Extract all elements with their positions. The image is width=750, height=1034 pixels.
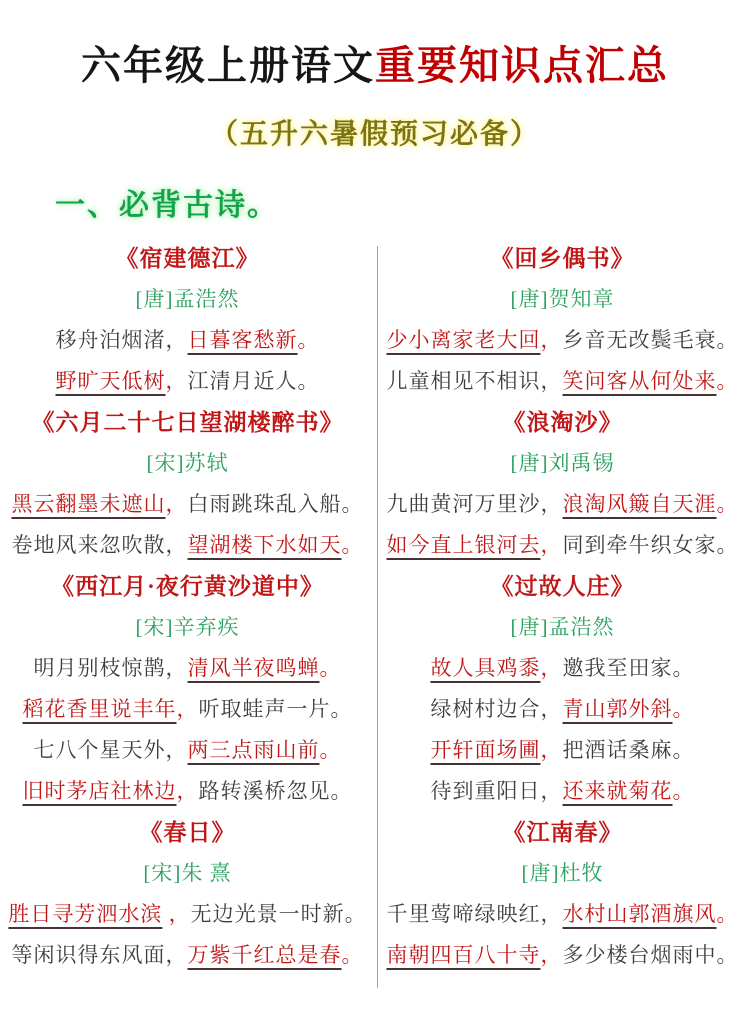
poem-highlight-phrase: 。 [672, 697, 695, 721]
poem-line [375, 484, 750, 525]
poem-plain-text: 江清月近人。 [187, 369, 320, 393]
poem-title: 《六月二十七日望湖楼醉书》 [31, 410, 344, 435]
poem-plain-text: 把酒话桑麻。 [562, 738, 695, 762]
poem-line [0, 771, 375, 812]
poem-line [375, 648, 750, 689]
poem-highlight-phrase: 。 [716, 492, 739, 516]
poem-plain-text: 千里莺啼绿映红， [386, 902, 563, 926]
poem-plain-text: 邀我至田家。 [562, 656, 695, 680]
poem-title: 《西江月·夜行黄沙道中》 [51, 574, 324, 599]
poem-title: 《江南春》 [502, 820, 623, 845]
poem-author: [宋]辛弃疾 [135, 615, 240, 639]
poem-highlight-phrase: 两三点雨山前 [187, 738, 320, 762]
poem-line [0, 525, 375, 566]
poem-line [375, 771, 750, 812]
poem-title: 《宿建德江》 [115, 246, 260, 271]
poem-author: [宋]苏轼 [146, 451, 229, 475]
poem-highlight-phrase: 少小离家老大回 [386, 328, 541, 352]
poem-plain-text: 七八个星天外， [33, 738, 188, 762]
poem-author: [唐]孟浩然 [135, 287, 240, 311]
poem-plain-text: 绿树村边合， [430, 697, 563, 721]
poem-highlight-phrase: 野旷天低树 [55, 369, 166, 393]
poem-line [375, 894, 750, 935]
poem-highlight-phrase: 如今直上银河去 [386, 533, 541, 557]
poem-title: 《春日》 [139, 820, 236, 845]
poem-line [0, 648, 375, 689]
poem-highlight-phrase: ， [540, 943, 563, 967]
page-title-red-part: 重要知识点汇总 [375, 43, 669, 88]
page-subtitle: （五升六暑假预习必备） [209, 119, 540, 150]
poem-title: 《过故人庄》 [490, 574, 635, 599]
poem-title: 《浪淘沙》 [502, 410, 623, 435]
poem-plain-text: 儿童相见不相识， [386, 369, 563, 393]
poem-title: 《回乡偶书》 [490, 246, 635, 271]
poems-columns [0, 238, 750, 976]
poem-plain-text: 同到牵牛织女家。 [562, 533, 739, 557]
poem-line [0, 361, 375, 402]
poem-highlight-phrase: 黑云翻墨未遮山 [11, 492, 166, 516]
poem-author: [唐]贺知章 [510, 287, 615, 311]
poem-line [375, 689, 750, 730]
poem-highlight-phrase: 。 [297, 328, 320, 352]
poem-plain-text: 待到重阳日， [430, 779, 563, 803]
poem-highlight-phrase: 胜日寻芳泗水滨 [8, 902, 163, 926]
poem-plain-text: 九曲黄河万里沙， [386, 492, 563, 516]
poem-line [0, 935, 375, 976]
poem-plain-text: 多少楼台烟雨中。 [562, 943, 739, 967]
poem-line [375, 525, 750, 566]
poem-highlight-phrase: 日暮客愁新 [187, 328, 298, 352]
poem-line [375, 361, 750, 402]
poem-plain-text: 明月别枝惊鹊， [33, 656, 188, 680]
poem-line [375, 320, 750, 361]
poem-highlight-phrase: 。 [716, 369, 739, 393]
poem-author: [唐]刘禹锡 [510, 451, 615, 475]
poem-highlight-phrase: 。 [319, 738, 342, 762]
poem-author: [唐]杜牧 [521, 861, 604, 885]
poem-author: [宋]朱 熹 [143, 861, 232, 885]
poem-highlight-phrase: 南朝四百八十寺 [386, 943, 541, 967]
poem-highlight-phrase: ， [540, 738, 563, 762]
poem-author: [唐]孟浩然 [510, 615, 615, 639]
poem-highlight-phrase: 旧时茅店社林边 [22, 779, 177, 803]
poem-highlight-phrase: ， [540, 533, 563, 557]
poem-plain-text: 听取蛙声一片。 [198, 697, 353, 721]
section-heading: 一、必背古诗。 [55, 189, 279, 222]
poem-highlight-phrase: 。 [341, 533, 364, 557]
poem-line [0, 894, 375, 935]
poem-highlight-phrase: 水村山郭酒旗风 [562, 902, 717, 926]
poem-plain-text: 路转溪桥忽见。 [198, 779, 353, 803]
poem-highlight-phrase: 浪淘风簸自天涯 [562, 492, 717, 516]
poem-highlight-phrase: 。 [341, 943, 364, 967]
poem-line [375, 935, 750, 976]
page-title-black-part: 六年级上册语文 [81, 43, 375, 88]
poem-line [0, 320, 375, 361]
poem-highlight-phrase: ， [540, 656, 563, 680]
poem-highlight-phrase: 望湖楼下水如天 [187, 533, 342, 557]
poem-highlight-phrase: ， [176, 779, 199, 803]
column-divider [377, 246, 378, 988]
poem-highlight-phrase: ， [540, 328, 563, 352]
poem-highlight-phrase: ， [176, 697, 199, 721]
poem-highlight-phrase: ， [165, 492, 188, 516]
column-right [375, 238, 750, 976]
poem-line [0, 730, 375, 771]
poem-highlight-phrase: 清风半夜鸣蝉 [187, 656, 320, 680]
poem-highlight-phrase: 万紫千红总是春 [187, 943, 342, 967]
poem-line [0, 484, 375, 525]
poem-highlight-phrase: ， [162, 902, 191, 926]
poem-highlight-phrase: 笑问客从何处来 [562, 369, 717, 393]
poem-highlight-phrase: 还来就菊花 [562, 779, 673, 803]
poem-highlight-phrase: 。 [672, 779, 695, 803]
poem-line [375, 730, 750, 771]
page-title [0, 42, 750, 90]
poem-highlight-phrase: 青山郭外斜 [562, 697, 673, 721]
poem-highlight-phrase: 故人具鸡黍 [430, 656, 541, 680]
column-left [0, 238, 375, 976]
poem-highlight-phrase: 稻花香里说丰年 [22, 697, 177, 721]
poem-plain-text: 卷地风来忽吹散， [11, 533, 188, 557]
poem-plain-text: 乡音无改鬓毛衰。 [562, 328, 739, 352]
poem-plain-text: 移舟泊烟渚， [55, 328, 188, 352]
poem-plain-text: 无边光景一时新。 [190, 902, 367, 926]
poem-highlight-phrase: 。 [716, 902, 739, 926]
poem-line [0, 689, 375, 730]
poem-highlight-phrase: 开轩面场圃 [430, 738, 541, 762]
poem-highlight-phrase: 。 [319, 656, 342, 680]
poem-plain-text: 白雨跳珠乱入船。 [187, 492, 364, 516]
poem-plain-text: 等闲识得东风面， [11, 943, 188, 967]
poem-highlight-phrase: ， [165, 369, 188, 393]
